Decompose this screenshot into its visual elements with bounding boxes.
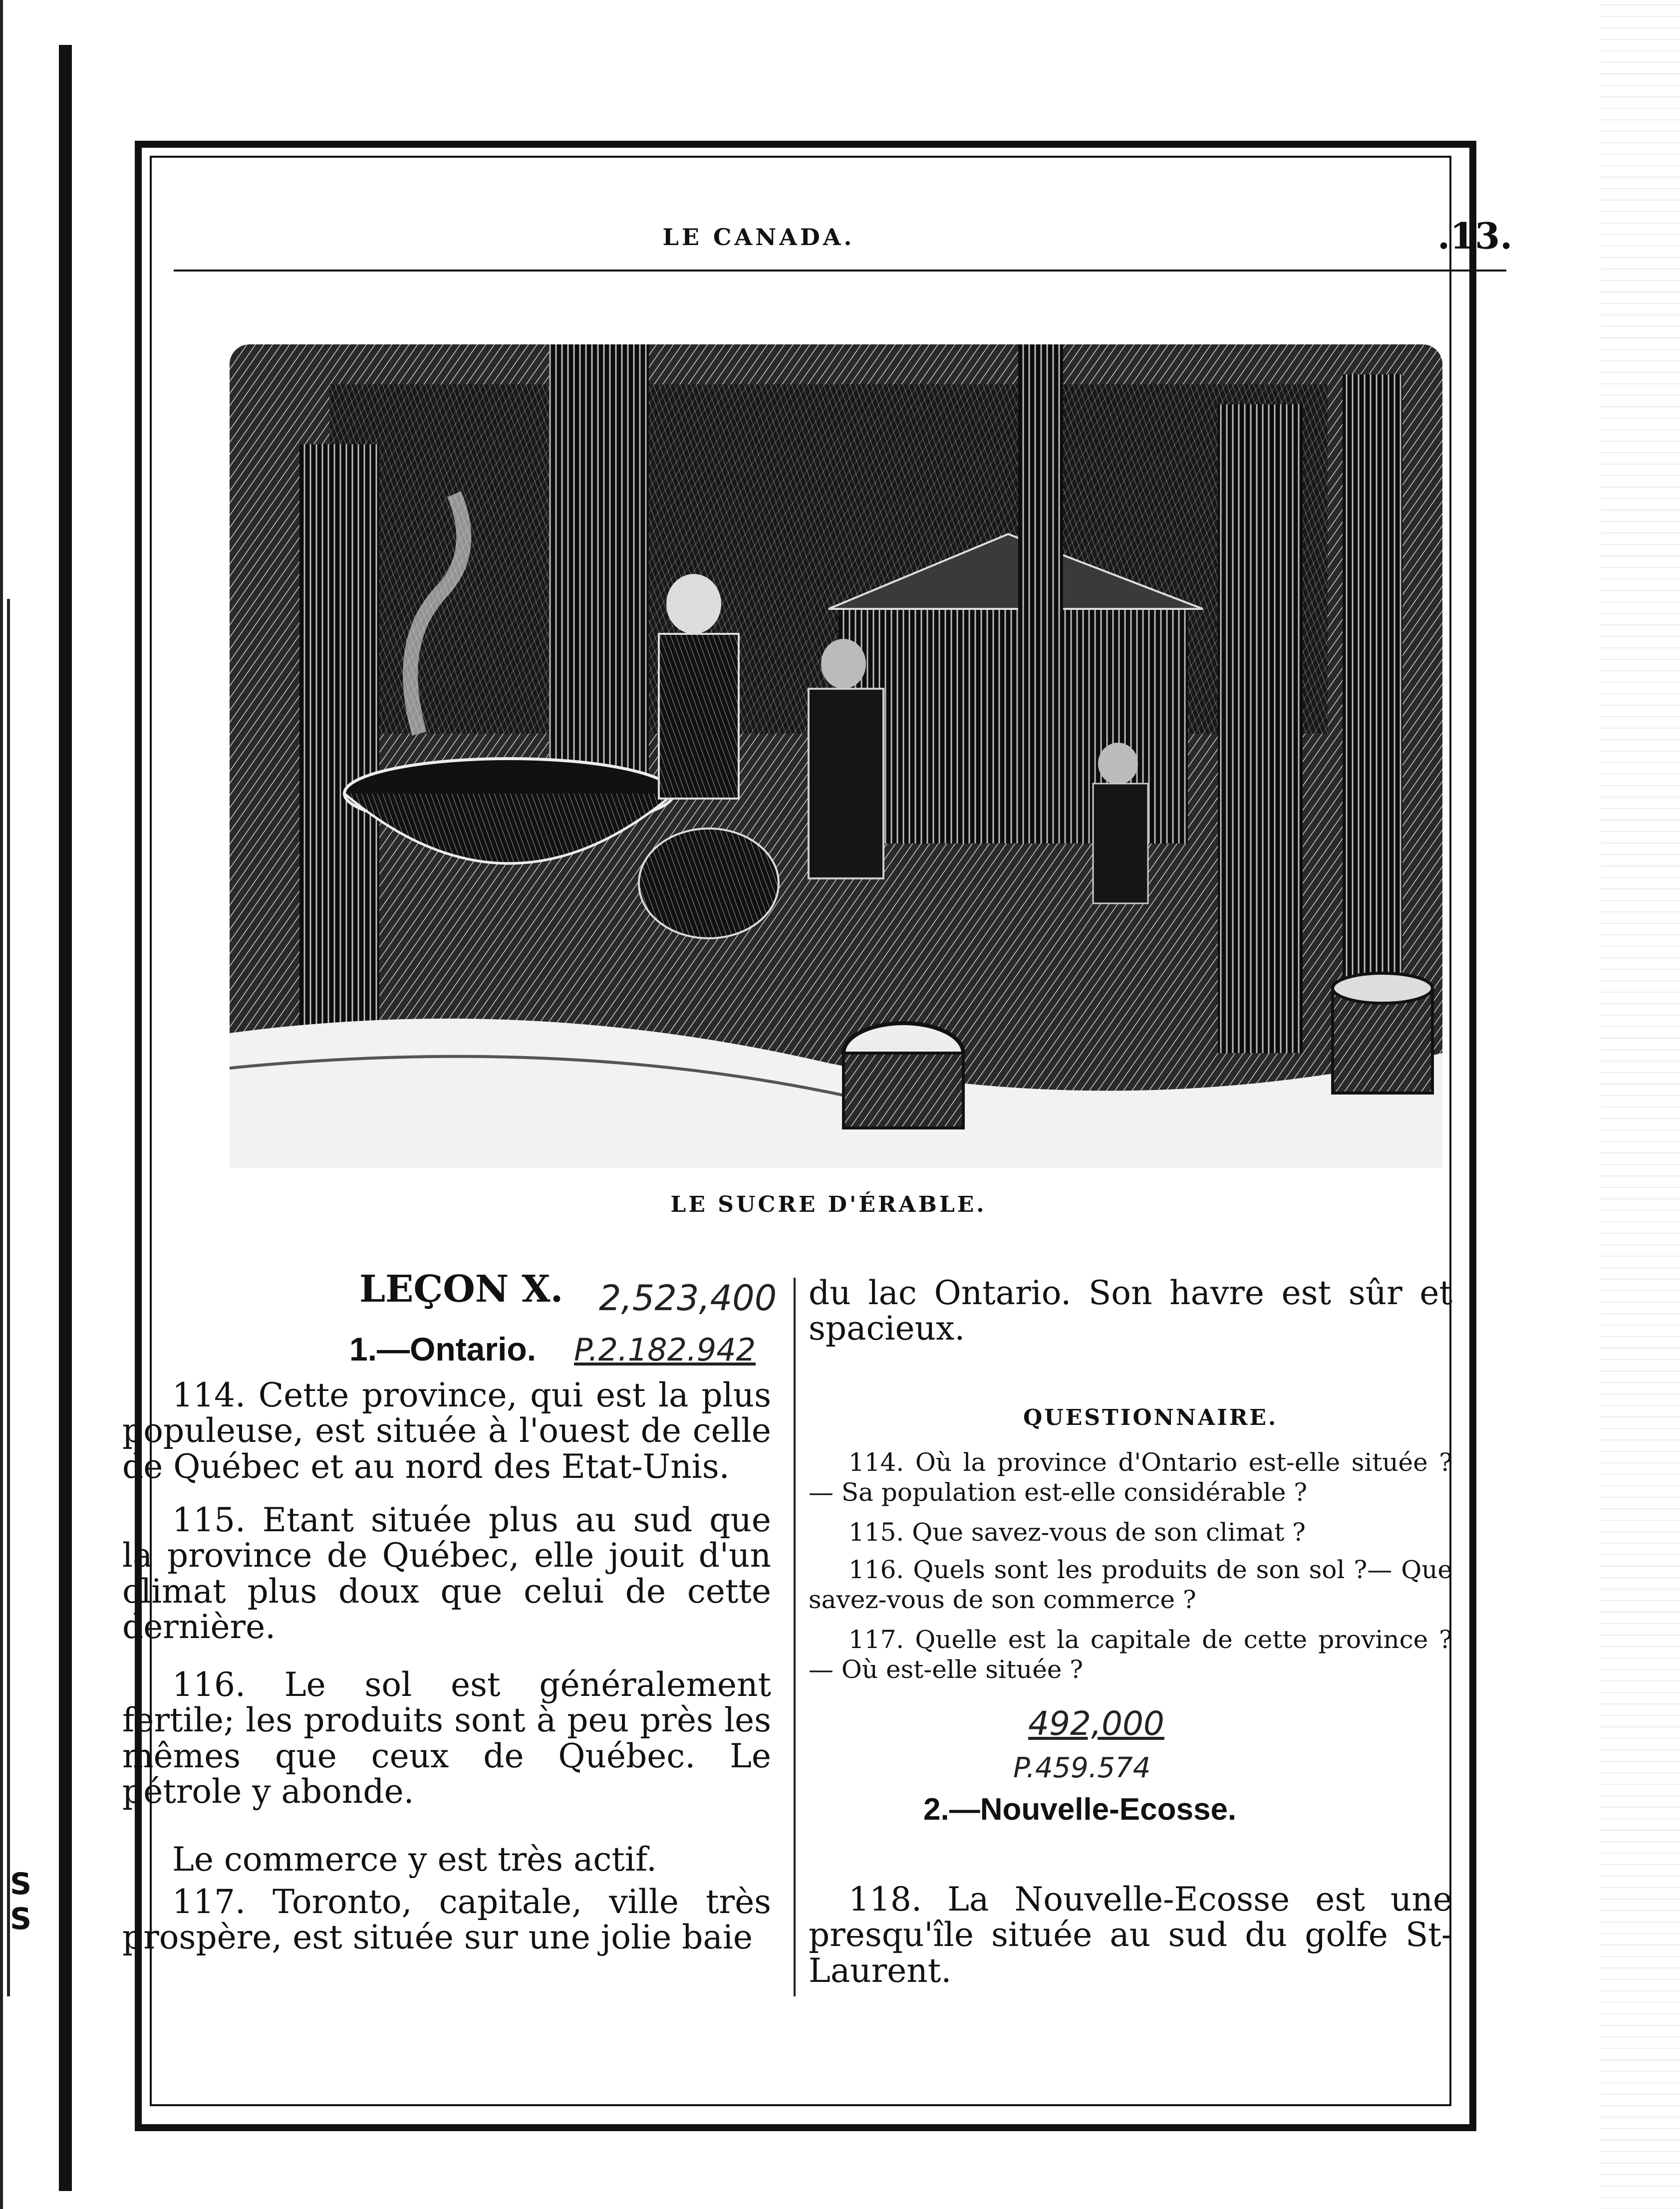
question-114: 114. Où la province d'Ontario est-elle située ?— Sa population est-elle considérable ? <box>809 1448 1452 1507</box>
page-number: .13. <box>1437 215 1513 257</box>
handwritten-census: P.2.182.942 <box>574 1332 756 1368</box>
paragraph-114 <box>122 1378 771 1484</box>
paragraph-118 <box>809 1882 1452 1988</box>
column-rule <box>794 1278 796 1996</box>
question-115: 115. Que savez-vous de son climat ? <box>848 1518 1306 1547</box>
paragraph-text: La Nouvelle-Ecosse est une presqu'île située au sud du golfe St-Laurent. <box>809 1880 1452 1990</box>
paragraph-115 <box>122 1502 771 1645</box>
handwritten-census-2: P.459.574 <box>1013 1752 1151 1784</box>
running-title: LE CANADA. <box>662 224 855 251</box>
paragraph-number: 114. <box>172 1376 246 1414</box>
scan-noise <box>1600 0 1680 2209</box>
paragraph-116 <box>122 1667 771 1809</box>
paragraph-text: Le sol est généralement fertile; les produits sont à peu près les mêmes que ceux de Québec. Le pétrole y abonde. <box>122 1665 771 1811</box>
questionnaire-title: QUESTIONNAIRE. <box>1023 1405 1278 1430</box>
paragraph-text: Etant située plus au sud que la province de Québec, elle jouit d'un climat plus doux que celui de cette dernière. <box>122 1501 771 1646</box>
paragraph-text: Cette province, qui est la plus populeuse, est située à l'ouest de celle de Québec et au nord des Etat-Unis. <box>122 1376 771 1486</box>
maple-sugar-engraving <box>230 344 1442 1168</box>
paragraph-number: 118. <box>848 1880 922 1919</box>
illustration-caption: LE SUCRE D'ÉRABLE. <box>670 1192 987 1217</box>
paragraph-text: Le commerce y est très actif. <box>172 1840 657 1879</box>
paragraph-117-continuation: du lac Ontario. Son havre est sûr et spacieux. <box>809 1274 1452 1348</box>
section-heading-nouvelle-ecosse: 2.—Nouvelle-Ecosse. <box>923 1792 1237 1827</box>
paragraph-commerce <box>122 1842 771 1877</box>
header-rule <box>174 270 1506 272</box>
lesson-title: LEÇON X. <box>359 1268 563 1311</box>
paragraph-117 <box>122 1884 771 1955</box>
engraving-drawing <box>230 344 1442 1168</box>
handwritten-population: 2,523,400 <box>599 1278 777 1319</box>
margin-mark: S <box>10 1902 32 1936</box>
book-spine <box>59 45 72 2191</box>
paragraph-number: 116. <box>172 1665 246 1704</box>
scan-edge <box>0 0 3 2209</box>
paragraph-number: 115. <box>172 1501 246 1539</box>
question-117: 117. Quelle est la capitale de cette province ?— Où est-elle située ? <box>809 1625 1452 1684</box>
adjacent-page-edge <box>7 599 10 1996</box>
section-heading-ontario: 1.—Ontario. <box>349 1331 537 1368</box>
handwritten-population-2: 492,000 <box>1028 1704 1164 1743</box>
paragraph-text: Toronto, capitale, ville très prospère, est située sur une jolie baie <box>122 1883 771 1957</box>
paragraph-number: 117. <box>172 1883 246 1921</box>
question-116: 116. Quels sont les produits de son sol ?— Que savez-vous de son commerce ? <box>809 1555 1452 1614</box>
margin-mark: S <box>10 1867 32 1902</box>
